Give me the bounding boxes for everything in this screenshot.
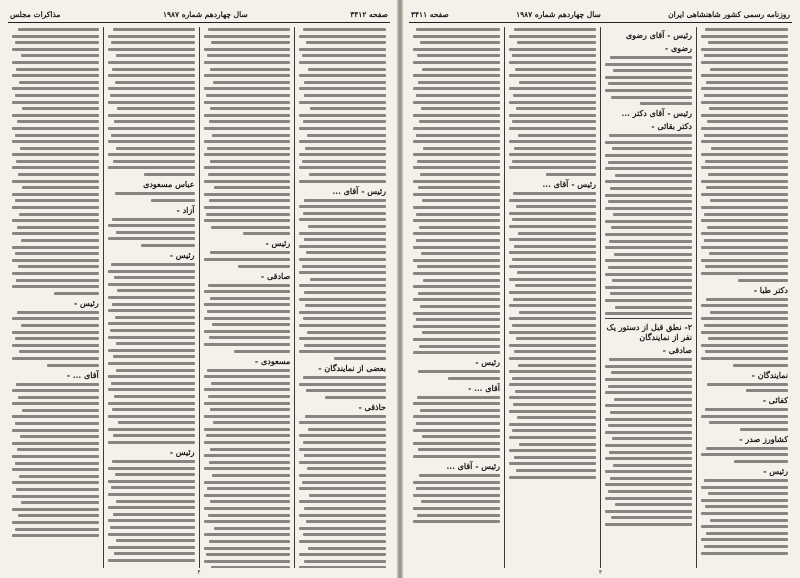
speaker-heading: صادقی - <box>260 270 291 281</box>
speaker-heading: رئیس - <box>265 238 291 249</box>
speaker-heading: آزاد - <box>176 204 195 215</box>
left-page-issue: سال چهاردهم شماره ۱۹۸۷ <box>162 9 248 19</box>
right-page-footer: ۳ <box>598 569 603 576</box>
right-col-1 <box>696 27 792 568</box>
speaker-heading: مسعودی - <box>254 355 291 366</box>
speaker-heading: صادقی - <box>662 345 692 356</box>
text-block <box>413 369 500 380</box>
right-col-4 <box>409 27 504 568</box>
text-block <box>605 133 692 315</box>
left-page-header <box>8 6 390 23</box>
text-block <box>701 446 788 463</box>
left-page-columns <box>8 23 390 568</box>
speaker-heading: رئیس - <box>169 447 195 458</box>
left-page-number: صفحه ۳۴۱۲ <box>350 9 388 19</box>
text-block <box>12 310 99 367</box>
left-page-title: مذاکرات مجلس <box>10 9 61 19</box>
right-page <box>400 0 800 578</box>
speaker-heading: نمایندگان - <box>751 369 788 380</box>
text-block <box>204 283 291 353</box>
right-page-issue: سال چهاردهم شماره ۱۹۸۷ <box>516 9 601 19</box>
speaker-heading: رئیس - آقای رضوی <box>625 30 692 40</box>
text-block <box>413 473 500 523</box>
text-block <box>108 459 195 562</box>
binding-gutter <box>397 0 403 578</box>
text-block <box>605 357 692 526</box>
left-col-1 <box>294 27 390 568</box>
speaker-heading: رئیس - آقای ... <box>332 185 386 196</box>
text-block <box>701 297 788 367</box>
text-block <box>12 27 99 295</box>
text-block <box>204 250 291 267</box>
text-block <box>701 27 788 282</box>
text-block <box>12 382 99 538</box>
text-block <box>299 27 386 183</box>
text-block <box>701 407 788 431</box>
speaker-heading: رئیس - آقای ... <box>446 461 500 472</box>
speaker-heading: رئیس - <box>475 357 500 368</box>
text-block <box>413 27 500 354</box>
section-divider <box>605 318 692 319</box>
speaker-heading: آقای ... - <box>468 382 500 393</box>
right-col-2 <box>600 27 696 568</box>
text-block <box>701 478 788 555</box>
text-block <box>204 27 291 235</box>
left-page-footer: ۴ <box>197 569 201 576</box>
text-block <box>204 368 291 568</box>
text-block <box>701 382 788 393</box>
text-block <box>108 217 195 247</box>
text-block <box>108 262 195 444</box>
right-page-header <box>409 6 792 23</box>
speaker-heading: رئیس - <box>73 297 99 308</box>
speaker-heading: رئیس - <box>763 466 788 477</box>
section-heading: ۲- نطق قبل از دستور یک نفر از نمایندگان <box>606 322 692 343</box>
speaker-heading: کفائی - <box>762 395 788 406</box>
speaker-heading: دکتر بقائی - <box>651 121 692 132</box>
left-col-3 <box>103 27 199 568</box>
speaker-heading: رئیس - آقای ... <box>542 179 596 190</box>
right-page-title: روزنامه رسمی کشور شاهنشاهی ایران <box>668 9 790 19</box>
text-block <box>509 27 596 176</box>
text-block <box>108 27 195 176</box>
right-page-columns <box>409 23 792 568</box>
text-block <box>509 191 596 479</box>
speaker-heading: حاذقی - <box>358 401 386 412</box>
text-block <box>413 395 500 458</box>
right-page-number: صفحه ۳۴۱۱ <box>411 9 449 19</box>
speaker-heading: رئیس - <box>169 250 195 261</box>
speaker-heading: دکتر طبا - <box>753 284 788 295</box>
speaker-heading: رضوی - <box>664 43 692 53</box>
text-block <box>299 198 386 360</box>
speaker-heading: کشاورز صدر - <box>739 433 788 444</box>
speaker-heading: رئیس - آقای دکتر ... <box>621 108 692 119</box>
right-col-3 <box>504 27 600 568</box>
text-block <box>108 191 195 202</box>
left-col-4 <box>8 27 103 568</box>
speaker-heading: عباس مسعودی <box>143 179 195 190</box>
text-block <box>605 55 692 105</box>
text-block <box>299 375 386 399</box>
speaker-heading: بعضی از نمایندگان - <box>318 362 386 373</box>
speaker-heading: آقای ... - <box>66 369 99 380</box>
left-col-2 <box>199 27 295 568</box>
text-block <box>299 414 386 568</box>
